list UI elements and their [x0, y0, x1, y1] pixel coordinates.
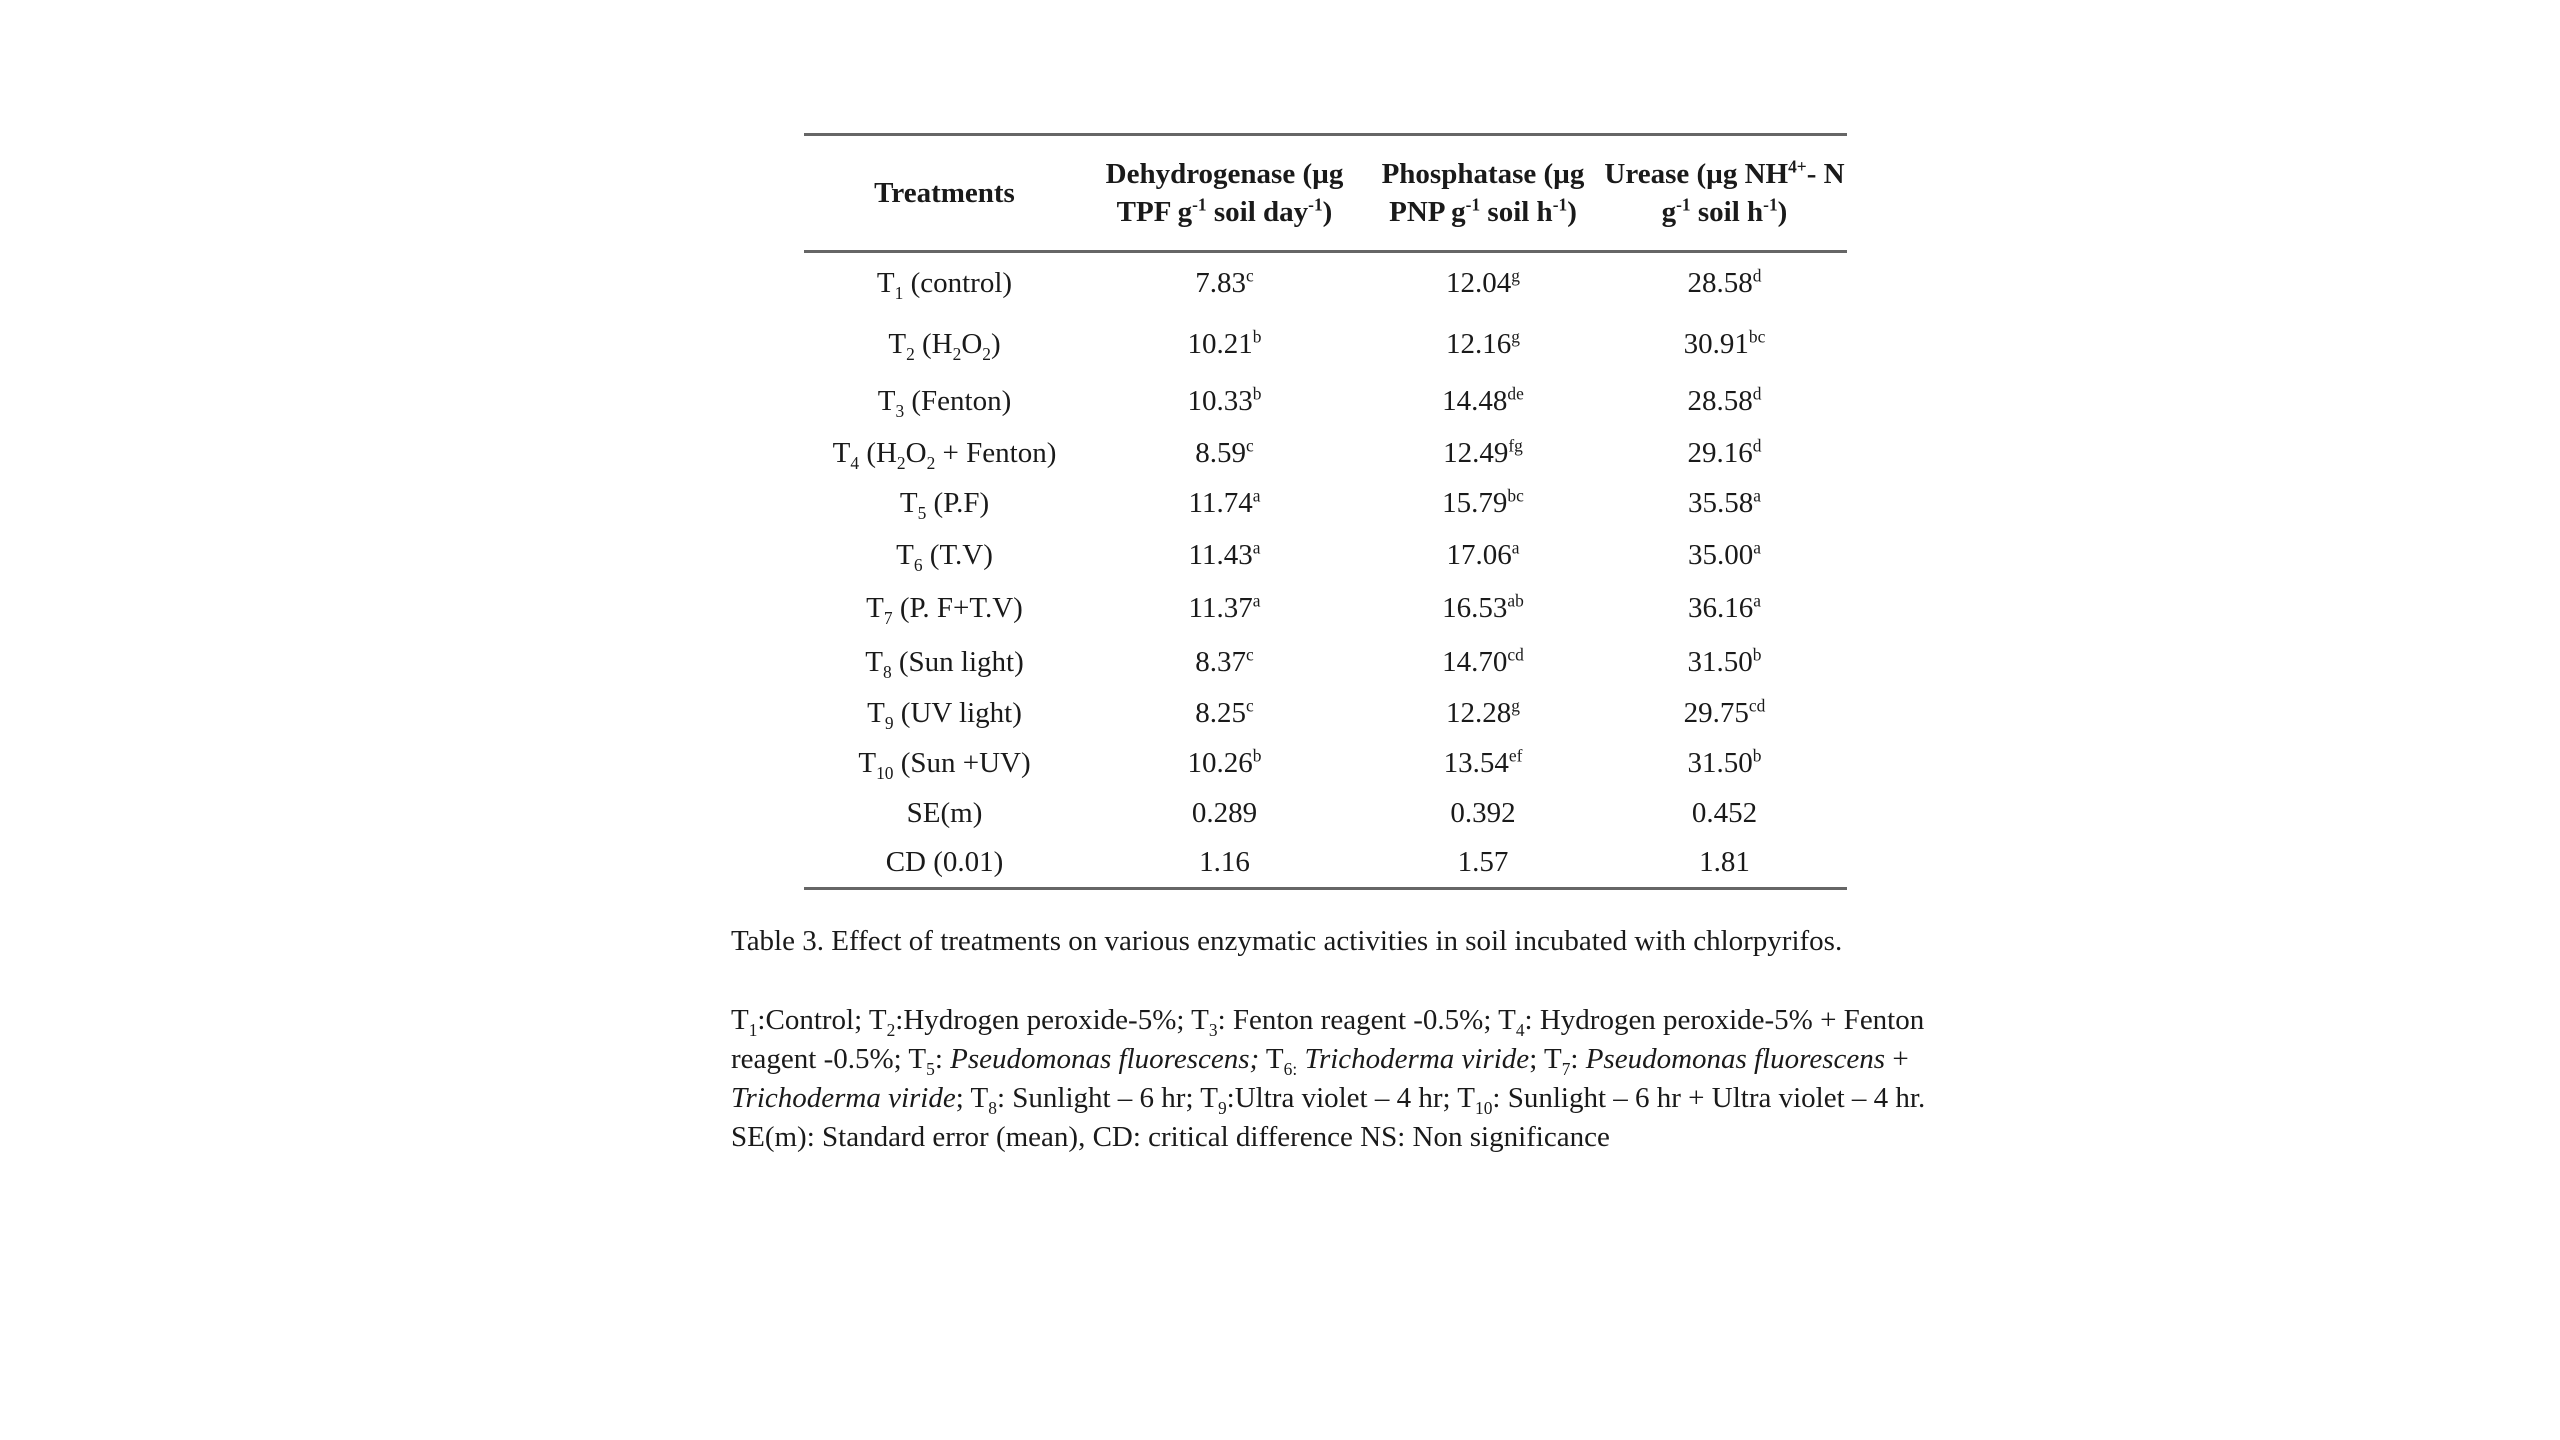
text-segment: 10.33 [1187, 384, 1253, 417]
subscript: 4 [1515, 1019, 1525, 1040]
treatment-cell [804, 479, 1085, 529]
table-row [804, 636, 1847, 689]
phosphatase-value-cell [1364, 636, 1602, 689]
treatment-cell [804, 429, 1085, 479]
text-segment: 1.16 [1199, 846, 1250, 879]
table-row [804, 315, 1847, 374]
text-segment: Treatments [874, 177, 1015, 209]
urease-value-cell [1602, 315, 1847, 374]
text-segment: 12.49 [1443, 437, 1509, 469]
table-header [804, 135, 1847, 252]
subscript: 2 [982, 343, 991, 364]
superscript: g [1511, 694, 1520, 715]
subscript: 5 [926, 1058, 935, 1079]
superscript: b [1252, 382, 1262, 403]
table-body [804, 252, 1847, 889]
text-segment: 14.48 [1442, 384, 1508, 417]
subscript: 8 [882, 661, 892, 682]
superscript: c [1246, 694, 1254, 715]
dehydrogenase-value-cell [1085, 789, 1364, 839]
text-segment: :Ultra violet – 4 hr; T [1226, 1082, 1476, 1114]
treatment-cell [804, 738, 1085, 789]
table-row [804, 582, 1847, 636]
superscript: a [1753, 485, 1761, 506]
superscript: a [1252, 485, 1261, 506]
text-segment: 35.58 [1688, 487, 1754, 519]
urease-value-cell [1602, 582, 1847, 636]
text-segment: SE(m): Standard error (mean), CD: critical difference NS: Non significance [731, 1121, 1610, 1153]
phosphatase-value-cell [1364, 529, 1602, 582]
text-segment: 35.00 [1688, 538, 1754, 571]
text-segment: T [896, 538, 914, 571]
text-segment: 1.81 [1699, 846, 1750, 879]
text-segment: 0.392 [1450, 797, 1516, 829]
text-segment: 12.16 [1446, 327, 1512, 360]
table-footnotes [731, 1001, 1991, 1157]
text-segment: T [731, 1004, 749, 1036]
table-row [804, 529, 1847, 582]
phosphatase-value-cell [1364, 315, 1602, 374]
text-segment: 11.43 [1188, 538, 1253, 571]
dehydrogenase-value-cell [1085, 374, 1364, 429]
superscript: b [1752, 643, 1762, 664]
text-segment: T [858, 746, 877, 779]
text-segment: Trichoderma viride [1304, 1043, 1530, 1075]
text-segment: 7.83 [1195, 267, 1246, 300]
text-segment: - N g [1661, 158, 1845, 228]
text-segment: O [905, 437, 927, 469]
text-segment: ) [1322, 196, 1333, 228]
superscript: de [1507, 382, 1524, 403]
dehydrogenase-value-cell [1085, 636, 1364, 689]
text-segment: 8.37 [1195, 645, 1246, 678]
text-segment: 0.289 [1191, 797, 1258, 829]
superscript: fg [1508, 435, 1523, 456]
treatment-cell [804, 315, 1085, 374]
text-segment: : [1570, 1043, 1586, 1075]
text-segment: Pseudomonas fluorescens [1585, 1043, 1886, 1075]
text-segment: (UV light) [893, 696, 1022, 729]
phosphatase-value-cell [1364, 374, 1602, 429]
phosphatase-value-cell [1364, 839, 1602, 889]
header-treatments [804, 135, 1085, 252]
text-segment: 8.25 [1195, 696, 1246, 729]
superscript: -1 [1465, 194, 1481, 215]
subscript: 2 [896, 452, 906, 473]
text-segment: SE(m) [906, 797, 983, 829]
text-segment: soil h [1690, 196, 1764, 228]
text-segment: soil day [1206, 196, 1309, 228]
subscript: 7 [1561, 1058, 1571, 1079]
text-segment: Dehydrogenase (µg TPF g [1105, 158, 1344, 228]
text-segment: CD (0.01) [885, 846, 1004, 879]
abbreviation-note [731, 1118, 1991, 1157]
text-segment: 11.37 [1188, 592, 1253, 624]
text-segment: T [877, 384, 896, 417]
urease-value-cell [1602, 689, 1847, 738]
superscript: -1 [1552, 194, 1568, 215]
text-segment: (T.V) [922, 538, 993, 571]
subscript: 6: [1283, 1058, 1298, 1079]
text-segment: T [1259, 1043, 1284, 1075]
text-segment: (control) [903, 267, 1013, 300]
header-dehydrogenase [1085, 135, 1364, 252]
text-segment: T [899, 487, 918, 519]
text-segment: Urease (µg NH [1604, 158, 1789, 190]
urease-value-cell [1602, 789, 1847, 839]
table-row [804, 429, 1847, 479]
superscript: -1 [1308, 194, 1323, 215]
text-segment: 15.79 [1442, 487, 1508, 519]
subscript: 2 [952, 343, 962, 364]
text-segment: ; T [1529, 1043, 1562, 1075]
table-row [804, 479, 1847, 529]
text-segment: 16.53 [1442, 592, 1508, 624]
superscript: b [1252, 325, 1262, 346]
text-segment: 12.28 [1446, 696, 1512, 729]
urease-value-cell [1602, 839, 1847, 889]
table-row [804, 252, 1847, 315]
subscript: 1 [748, 1019, 758, 1040]
superscript: a [1511, 536, 1520, 557]
subscript: 7 [883, 607, 893, 628]
text-segment: 0.452 [1691, 797, 1758, 829]
subscript: 3 [895, 400, 905, 421]
text-segment: ) [1777, 196, 1788, 228]
text-segment: 10.21 [1187, 327, 1253, 360]
urease-value-cell [1602, 738, 1847, 789]
text-segment: + Fenton) [935, 437, 1057, 469]
text-segment: T [866, 592, 884, 624]
text-segment: O [961, 327, 983, 360]
phosphatase-value-cell [1364, 252, 1602, 315]
phosphatase-value-cell [1364, 582, 1602, 636]
table-row [804, 374, 1847, 429]
phosphatase-value-cell [1364, 429, 1602, 479]
text-segment: 14.70 [1442, 645, 1508, 678]
superscript: 4+ [1788, 156, 1807, 177]
urease-value-cell [1602, 429, 1847, 479]
dehydrogenase-value-cell [1085, 429, 1364, 479]
text-segment: 36.16 [1688, 592, 1754, 624]
subscript: 5 [917, 502, 927, 523]
treatment-cell [804, 839, 1085, 889]
dehydrogenase-value-cell [1085, 738, 1364, 789]
urease-value-cell [1602, 636, 1847, 689]
text-segment: 1.57 [1457, 846, 1509, 879]
superscript: -1 [1763, 194, 1778, 215]
phosphatase-value-cell [1364, 689, 1602, 738]
text-segment: 31.50 [1687, 645, 1753, 678]
text-segment: 11.74 [1188, 487, 1253, 519]
table-row [804, 839, 1847, 889]
text-segment: 31.50 [1687, 746, 1753, 779]
superscript: ab [1507, 590, 1524, 611]
subscript: 10 [876, 762, 894, 783]
treatment-cell [804, 636, 1085, 689]
text-segment: : Hydrogen peroxide-5% + Fenton reagent -0.5%; T [731, 1004, 1925, 1075]
table-row [804, 789, 1847, 839]
text-segment: (P.F) [926, 487, 990, 519]
header-row [804, 135, 1847, 252]
text-segment: (H [914, 327, 953, 360]
text-segment: ) [1567, 196, 1577, 228]
text-segment: T [888, 327, 907, 360]
dehydrogenase-value-cell [1085, 315, 1364, 374]
text-segment: 10.26 [1187, 746, 1253, 779]
text-segment: soil h [1480, 196, 1553, 228]
table-row [804, 738, 1847, 789]
subscript: 2 [886, 1019, 896, 1040]
phosphatase-value-cell [1364, 479, 1602, 529]
subscript: 9 [884, 712, 894, 733]
phosphatase-value-cell [1364, 738, 1602, 789]
text-segment: : Sunlight – 6 hr + Ultra violet – 4 hr. [1492, 1082, 1926, 1114]
subscript: 2 [906, 343, 915, 364]
text-segment: (P. F+T.V) [892, 592, 1023, 624]
text-segment: Pseudomonas fluorescens; [950, 1043, 1260, 1075]
treatment-cell [804, 582, 1085, 636]
text-segment: T [832, 437, 851, 469]
text-segment: 17.06 [1446, 538, 1512, 571]
subscript: 4 [850, 452, 860, 473]
text-segment: 29.16 [1687, 437, 1753, 469]
text-segment: ) [990, 327, 1001, 360]
superscript: a [1252, 536, 1261, 557]
text-segment: 13.54 [1443, 746, 1509, 779]
urease-value-cell [1602, 252, 1847, 315]
enzyme-activity-table [804, 133, 1847, 890]
text-segment: 12.04 [1446, 267, 1512, 300]
text-segment: Trichoderma viride [731, 1082, 956, 1114]
urease-value-cell [1602, 479, 1847, 529]
text-segment: (Fenton) [904, 384, 1012, 417]
superscript: b [1752, 744, 1762, 765]
subscript: 10 [1475, 1097, 1493, 1118]
text-segment: 30.91 [1683, 327, 1749, 360]
superscript: -1 [1192, 194, 1207, 215]
dehydrogenase-value-cell [1085, 839, 1364, 889]
superscript: bc [1507, 485, 1524, 506]
superscript: c [1246, 643, 1254, 664]
text-segment: Phosphatase (µg PNP g [1381, 158, 1585, 228]
text-segment: (Sun light) [891, 645, 1024, 678]
treatment-cell [804, 374, 1085, 429]
text-segment: :Control; T [757, 1004, 887, 1036]
superscript: a [1753, 590, 1761, 611]
dehydrogenase-value-cell [1085, 689, 1364, 738]
text-segment: 8.59 [1195, 437, 1246, 469]
text-segment: ; T [955, 1082, 989, 1114]
subscript: 3 [1208, 1019, 1218, 1040]
superscript: bc [1748, 325, 1766, 346]
subscript: 8 [988, 1097, 997, 1118]
superscript: g [1511, 325, 1520, 346]
superscript: g [1511, 265, 1520, 286]
text-segment: 28.58 [1687, 267, 1753, 300]
text-segment: : Sunlight – 6 hr; T [996, 1082, 1218, 1114]
text-segment: : [934, 1043, 951, 1075]
superscript: -1 [1676, 194, 1691, 215]
treatment-cell [804, 252, 1085, 315]
dehydrogenase-value-cell [1085, 479, 1364, 529]
subscript: 9 [1217, 1097, 1227, 1118]
superscript: cd [1507, 643, 1524, 664]
subscript: 1 [894, 283, 904, 304]
superscript: a [1252, 590, 1261, 611]
text-segment: + [1885, 1043, 1909, 1075]
treatment-cell [804, 689, 1085, 738]
text-segment: (H [859, 437, 897, 469]
superscript: cd [1748, 694, 1766, 715]
superscript: ef [1508, 744, 1523, 765]
superscript: b [1252, 744, 1262, 765]
text-segment: 29.75 [1683, 696, 1749, 729]
superscript: d [1752, 435, 1762, 456]
superscript: c [1246, 265, 1254, 286]
urease-value-cell [1602, 529, 1847, 582]
text-segment: T [865, 645, 883, 678]
text-segment: :Hydrogen peroxide-5%; T [895, 1004, 1209, 1036]
text-segment: 28.58 [1687, 384, 1753, 417]
treatment-cell [804, 529, 1085, 582]
subscript: 6 [913, 554, 923, 575]
dehydrogenase-value-cell [1085, 529, 1364, 582]
dehydrogenase-value-cell [1085, 582, 1364, 636]
text-segment: T [867, 696, 885, 729]
text-segment: T [876, 267, 895, 300]
phosphatase-value-cell [1364, 789, 1602, 839]
superscript: c [1246, 435, 1254, 456]
superscript: a [1753, 536, 1761, 557]
header-phosphatase [1364, 135, 1602, 252]
subscript: 2 [926, 452, 936, 473]
superscript: d [1752, 265, 1762, 286]
superscript: d [1752, 382, 1762, 403]
text-segment: : Fenton reagent -0.5%; T [1217, 1004, 1516, 1036]
urease-value-cell [1602, 374, 1847, 429]
table-caption: Table 3. Effect of treatments on various enzymatic activities in soil incubated with chlorpyrifos. [731, 925, 1843, 957]
dehydrogenase-value-cell [1085, 252, 1364, 315]
text-segment: (Sun +UV) [893, 746, 1031, 779]
header-urease [1602, 135, 1847, 252]
table-row [804, 689, 1847, 738]
treatment-legend-note [731, 1001, 1991, 1118]
treatment-cell [804, 789, 1085, 839]
